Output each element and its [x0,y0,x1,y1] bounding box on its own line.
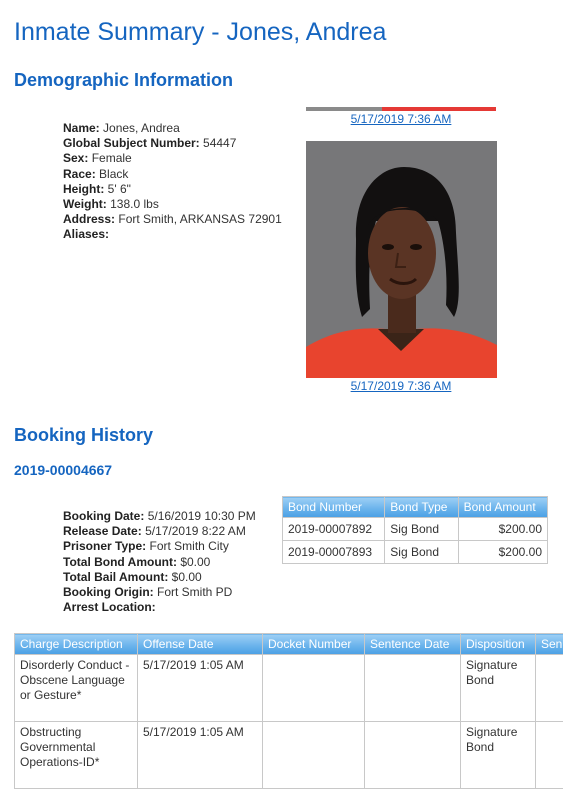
booking-history-heading: Booking History [14,425,154,445]
sentence-cell [536,655,563,722]
demographic-row-address: Address: Fort Smith, ARKANSAS 72901 [63,212,282,227]
disposition-cell: Signature Bond [461,655,536,722]
charge-description-cell: Obstructing Governmental Operations-ID* [15,722,138,789]
table-row [283,518,548,541]
table-row [283,541,548,564]
demographic-info [63,121,282,243]
docket-number-cell [263,655,365,722]
docket-number-cell [263,722,365,789]
demographic-row-sex: Sex: Female [63,151,132,166]
bond-type-cell: Sig Bond [385,541,458,564]
booking-row-total-bail-amount: Total Bail Amount: $0.00 [63,569,202,584]
bond-amount-cell: $200.00 [458,518,547,541]
booking-row-total-bond-amount: Total Bond Amount: $0.00 [63,554,211,569]
booking-row-prisoner-type: Prisoner Type: Fort Smith City [63,539,229,554]
booking-row-arrest-location: Arrest Location: [63,600,156,615]
sentence-date-cell [365,722,461,789]
charge-header-docket-number[interactable]: Docket Number [263,634,365,655]
demographic-row-race: Race: Black [63,166,129,181]
demographic-heading: Demographic Information [14,70,234,90]
mugshot-photo[interactable] [306,141,497,378]
photo-date-link-bottom[interactable]: 5/17/2019 7:36 AM [350,379,452,393]
bond-header-amount[interactable]: Bond Amount [458,497,547,518]
booking-number: 2019-00004667 [14,462,113,478]
demographic-row-aliases: Aliases: [63,227,110,242]
table-row [15,655,563,722]
disposition-cell: Signature Bond [461,722,536,789]
bond-number-cell: 2019-00007892 [283,518,385,541]
booking-info [63,509,256,615]
page-title: Inmate Summary - Jones, Andrea [14,18,387,46]
bond-header-number[interactable]: Bond Number [283,497,385,518]
offense-date-cell: 5/17/2019 1:05 AM [138,655,263,722]
charge-header-sentence-date[interactable]: Sentence Date [365,634,461,655]
photo-progress-bar [306,107,496,111]
charge-description-cell: Disorderly Conduct - Obscene Language or Gesture* [15,655,138,722]
booking-row-release-date: Release Date: 5/17/2019 8:22 AM [63,524,246,539]
bond-header-type[interactable]: Bond Type [385,497,458,518]
photo-date-link-top[interactable]: 5/17/2019 7:36 AM [350,112,452,126]
charge-header-offense-date[interactable]: Offense Date [138,634,263,655]
booking-row-booking-origin: Booking Origin: Fort Smith PD [63,585,233,600]
bond-number-cell: 2019-00007893 [283,541,385,564]
bond-amount-cell: $200.00 [458,541,547,564]
booking-row-booking-date: Booking Date: 5/16/2019 10:30 PM [63,509,256,523]
mugshot-image [306,141,497,378]
demographic-row-height: Height: 5' 6" [63,181,131,196]
charge-table-header-row [15,634,563,655]
charge-header-sentence[interactable]: Sen [536,634,563,655]
sentence-date-cell [365,655,461,722]
bond-table-header-row [283,497,548,518]
demographic-row-name: Name: Jones, Andrea [63,121,180,135]
charge-table [14,633,563,789]
charge-header-description[interactable]: Charge Description [15,634,138,655]
bond-type-cell: Sig Bond [385,518,458,541]
charge-table-container [14,633,563,800]
sentence-cell [536,722,563,789]
offense-date-cell: 5/17/2019 1:05 AM [138,722,263,789]
bond-table [282,496,548,564]
charge-header-disposition[interactable]: Disposition [461,634,536,655]
table-row [15,722,563,789]
demographic-row-global-subject-number: Global Subject Number: 54447 [63,136,237,151]
demographic-row-weight: Weight: 138.0 lbs [63,197,159,212]
